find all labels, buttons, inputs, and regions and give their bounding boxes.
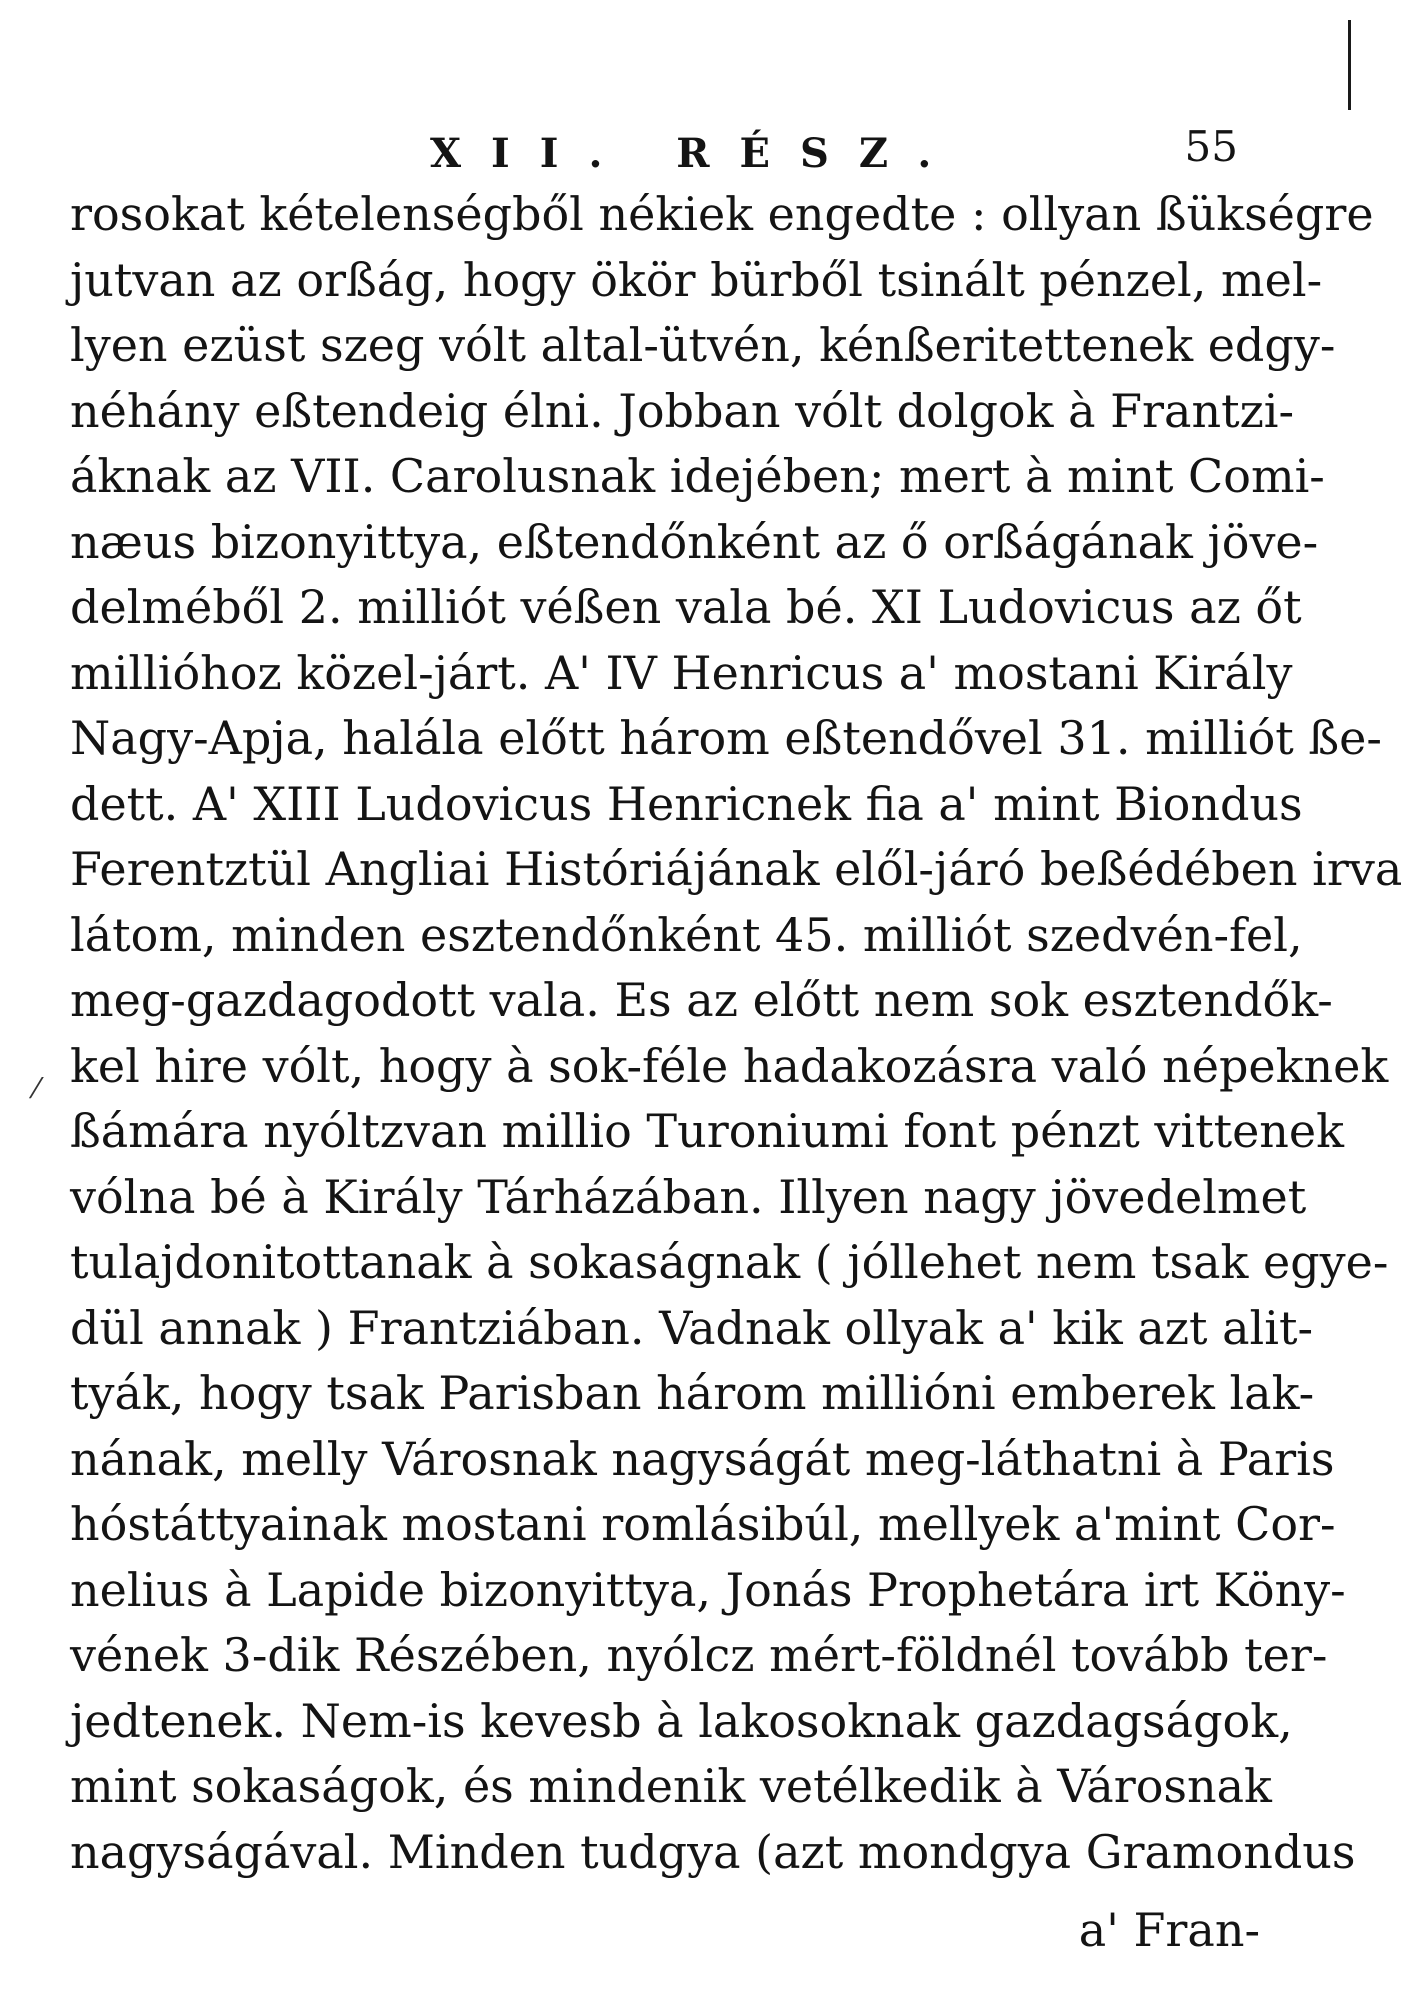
text-line: nelius à Lapide bizonyittya, Jonás Prophetára irt Köny- [70, 1562, 1346, 1617]
text-line: meg-gazdagodott vala. Es az előtt nem sok esztendők- [70, 973, 1333, 1027]
text-line: jutvan az orßág, hogy ökör bürből tsinált pénzel, mel- [70, 252, 1323, 307]
text-line: ßámára nyóltzvan millio Turoniumi font pénzt vittenek [70, 1104, 1345, 1158]
text-line: jedtenek. Nem-is kevesb à lakosoknak gazdagságok, [70, 1693, 1293, 1748]
text-line: millióhoz közel-járt. A' IV Henricus a' mostani Király [70, 645, 1293, 700]
body-text [70, 182, 1402, 1885]
text-line: látom, minden esztendőnként 45. milliót szedvén-fel, [70, 907, 1303, 962]
catchword: a' Fran- [1078, 1903, 1260, 1957]
text-line: næus bizonyittya, eßtendőnként az ő orßágának jöve- [70, 514, 1319, 569]
text-line: lyen ezüst szeg vólt altal-ütvén, kénßeritettenek edgy- [70, 318, 1336, 372]
text-line: nának, melly Városnak nagyságát meg-láthatni à Paris [70, 1431, 1335, 1486]
text-line: tulajdonitottanak à sokaságnak ( jóllehet nem tsak egye- [70, 1235, 1389, 1289]
text-line: kel hire vólt, hogy à sok-féle hadakozásra való népeknek [70, 1038, 1389, 1093]
text-line: néhány eßtendeig élni. Jobban vólt dolgok à Frantzi- [70, 383, 1295, 438]
text-line: dett. A' XIII Ludovicus Henricnek fia a' mint Biondus [70, 776, 1303, 831]
text-line: hóstáttyainak mostani romlásibúl, mellyek a'mint Cor- [70, 1497, 1336, 1551]
text-line: delméből 2. milliót véßen vala bé. XI Ludovicus az őt [70, 580, 1302, 634]
text-line: nagyságával. Minden tudgya (azt mondgya Gramondus [70, 1824, 1356, 1879]
text-line: Nagy-Apja, halála előtt három eßtendővel 31. milliót ße- [70, 711, 1382, 765]
page-header [70, 118, 1260, 178]
text-line: áknak az VII. Carolusnak idejében; mert à mint Comi- [70, 449, 1325, 503]
text-line: tyák, hogy tsak Parisban három millióni emberek lak- [70, 1366, 1315, 1420]
page-edge-shadow [1348, 20, 1351, 110]
text-line: vólna bé à Király Tárházában. Illyen nagy jövedelmet [70, 1169, 1307, 1224]
text-line: rosokat kételenségből nékiek engedte : ollyan ßükségre [70, 187, 1374, 241]
text-line: mint sokaságok, és mindenik vetélkedik à Városnak [70, 1759, 1272, 1813]
margin-mark: ⁄ [34, 1072, 39, 1105]
text-line: dül annak ) Frantziában. Vadnak ollyak a' kik azt alit- [70, 1300, 1313, 1355]
running-head: XII. RÉSZ. [430, 130, 962, 177]
text-line: Ferentztül Angliai Históriájának elől-járó beßédében irva [70, 842, 1402, 896]
page-number: 55 [1184, 122, 1238, 171]
text-line: vének 3-dik Részében, nyólcz mért-földnél tovább ter- [70, 1628, 1328, 1682]
